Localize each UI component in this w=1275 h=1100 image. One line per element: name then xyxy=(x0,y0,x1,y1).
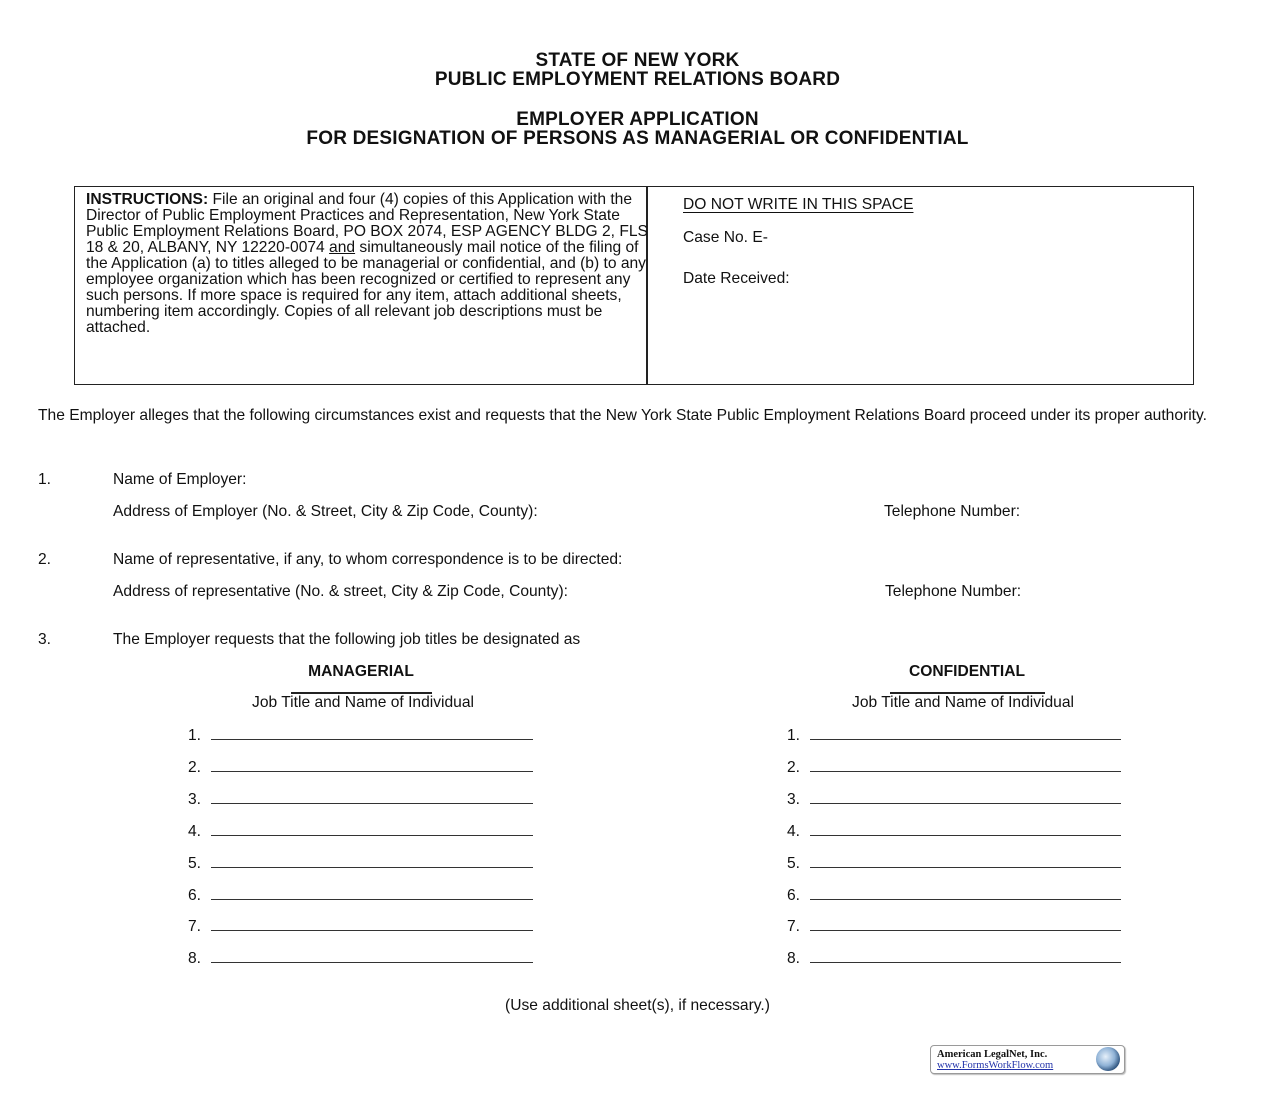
header-board: PUBLIC EMPLOYMENT RELATIONS BOARD xyxy=(434,69,841,90)
date-received-label: Date Received: xyxy=(683,270,790,287)
managerial-entry-field[interactable] xyxy=(211,961,533,963)
office-use-heading: DO NOT WRITE IN THIS SPACE xyxy=(683,196,914,213)
confidential-entry-field[interactable] xyxy=(810,802,1121,804)
managerial-entry[interactable]: 1. xyxy=(188,727,533,745)
confidential-entry-field[interactable] xyxy=(810,929,1121,931)
confidential-entry-field[interactable] xyxy=(810,898,1121,900)
confidential-entry-field[interactable] xyxy=(810,738,1121,740)
representative-phone-label: Telephone Number: xyxy=(885,583,1022,600)
designation-request-label: The Employer requests that the following job titles be designated as xyxy=(113,631,581,648)
publisher-badge[interactable] xyxy=(930,1045,1125,1074)
confidential-entry[interactable]: 8. xyxy=(787,950,1121,968)
confidential-subheading: Job Title and Name of Individual xyxy=(852,694,1074,711)
confidential-heading: CONFIDENTIAL xyxy=(908,663,1026,680)
case-number-label: Case No. E- xyxy=(683,229,768,246)
representative-address-label: Address of representative (No. & street, City & Zip Code, County): xyxy=(113,583,569,600)
managerial-entry[interactable]: 5. xyxy=(188,855,533,873)
item-2-number: 2. xyxy=(38,551,52,568)
globe-icon xyxy=(1096,1047,1120,1071)
confidential-entry[interactable]: 4. xyxy=(787,823,1121,841)
instructions-body-1: File an original and four (4) copies of this Application with the Director of Public Employment Practices and Representation, New York State Public Employment Relations Board, PO BOX 2074, ESP AGENCY BLDG 2, FLS 18 & 20, ALBANY, NY 12220-0074 xyxy=(86,191,648,256)
managerial-entry-field[interactable] xyxy=(211,898,533,900)
employer-address-label: Address of Employer (No. & Street, City & Zip Code, County): xyxy=(113,503,538,520)
managerial-entry[interactable]: 8. xyxy=(188,950,533,968)
confidential-entry[interactable]: 2. xyxy=(787,759,1121,777)
confidential-entry[interactable]: 1. xyxy=(787,727,1121,745)
form-subtitle: FOR DESIGNATION OF PERSONS AS MANAGERIAL OR CONFIDENTIAL xyxy=(306,128,969,149)
publisher-link[interactable]: www.FormsWorkFlow.com xyxy=(937,1060,1054,1071)
employer-phone-label: Telephone Number: xyxy=(884,503,1021,520)
managerial-entry[interactable]: 4. xyxy=(188,823,533,841)
instructions-text xyxy=(86,192,656,336)
instructions-label: INSTRUCTIONS: xyxy=(86,191,209,208)
item-3-number: 3. xyxy=(38,631,52,648)
confidential-entry[interactable]: 3. xyxy=(787,791,1121,809)
managerial-entry[interactable]: 7. xyxy=(188,918,533,936)
managerial-entry-field[interactable] xyxy=(211,802,533,804)
publisher-name: American LegalNet, Inc. xyxy=(937,1049,1048,1060)
confidential-entry[interactable]: 7. xyxy=(787,918,1121,936)
managerial-entry-field[interactable] xyxy=(211,866,533,868)
intro-paragraph: The Employer alleges that the following circumstances exist and requests that the New York State Public Employment Relations Board proceed under its proper authority. xyxy=(38,407,1207,424)
managerial-entry[interactable]: 2. xyxy=(188,759,533,777)
confidential-entry-field[interactable] xyxy=(810,866,1121,868)
form-title: EMPLOYER APPLICATION xyxy=(516,109,759,130)
managerial-entry-field[interactable] xyxy=(211,770,533,772)
managerial-heading: MANAGERIAL xyxy=(308,663,414,680)
header-state: STATE OF NEW YORK xyxy=(535,50,740,71)
confidential-entry-field[interactable] xyxy=(810,770,1121,772)
managerial-entry[interactable]: 6. xyxy=(188,887,533,905)
additional-sheets-note: (Use additional sheet(s), if necessary.) xyxy=(505,997,770,1014)
confidential-entry-field[interactable] xyxy=(810,834,1121,836)
instructions-and: and xyxy=(329,239,356,256)
managerial-subheading: Job Title and Name of Individual xyxy=(252,694,474,711)
managerial-entry-field[interactable] xyxy=(211,929,533,931)
confidential-entry-field[interactable] xyxy=(810,961,1121,963)
item-1-number: 1. xyxy=(38,471,52,488)
managerial-entry[interactable]: 3. xyxy=(188,791,533,809)
confidential-entry[interactable]: 6. xyxy=(787,887,1121,905)
confidential-entry[interactable]: 5. xyxy=(787,855,1121,873)
employer-name-label: Name of Employer: xyxy=(113,471,247,488)
managerial-entry-field[interactable] xyxy=(211,834,533,836)
representative-name-label: Name of representative, if any, to whom correspondence is to be directed: xyxy=(113,551,623,568)
managerial-entry-field[interactable] xyxy=(211,738,533,740)
instructions-body-2: simultaneously mail notice of the filing of the Application (a) to titles alleged to be managerial or confidential, and (b) to any employee organization which has been recognized or certified to represent any such persons. If more space is required for any item, attach additional sheets, numbering item accordingly. Copies of all relevant job descriptions must be attached. xyxy=(86,239,646,336)
